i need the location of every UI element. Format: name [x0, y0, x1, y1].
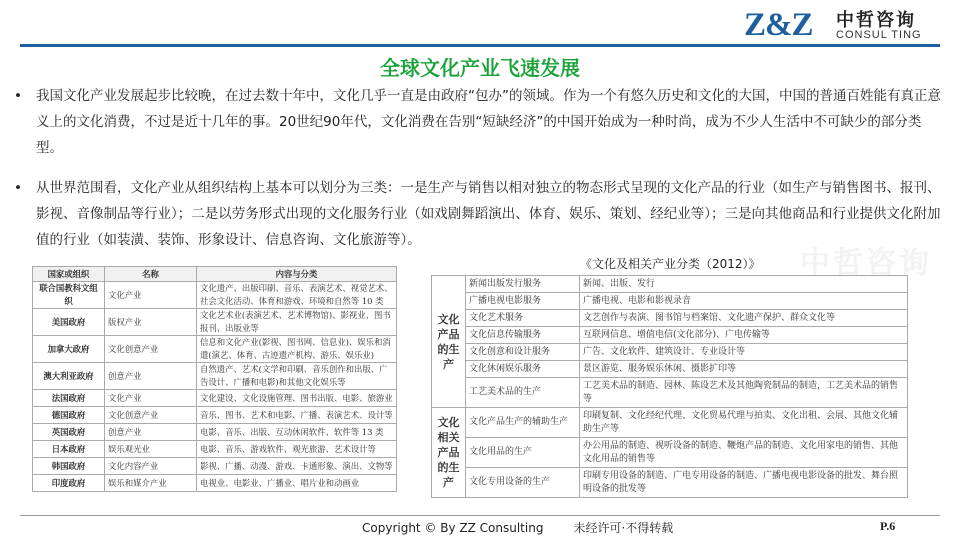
org-cell: 英国政府 [33, 424, 105, 441]
content-cell: 文化艺术业(表演艺术、艺术博物馆)、影视业、图书报刊、出版业等 [197, 309, 397, 336]
content-cell: 自然遗产、艺术(文学和印刷、音乐创作和出版、广告设计、广播和电影)和其他文化娱乐等 [197, 363, 397, 390]
logo-english-name: CONSUL TING [836, 29, 922, 41]
table-caption: 《文化及相关产业分类（2012）》 [580, 257, 761, 271]
page-number: P.6 [880, 519, 896, 533]
table-row [33, 424, 397, 441]
name-cell: 工艺美术品的生产 [466, 378, 580, 408]
header-divider [20, 44, 940, 47]
name-cell: 娱乐观光业 [105, 441, 197, 458]
table-row [432, 293, 908, 310]
name-cell: 创意产业 [105, 424, 197, 441]
name-cell: 文化创意产业 [105, 407, 197, 424]
slide-title: 全球文化产业飞速发展 [380, 56, 580, 80]
org-cell: 法国政府 [33, 390, 105, 407]
content-cell: 电影、音乐、出版、互动休闲软件、软件等 13 类 [197, 424, 397, 441]
name-cell: 文化专用设备的生产 [466, 468, 580, 498]
table-row [33, 475, 397, 492]
table-row [432, 361, 908, 378]
org-cell: 德国政府 [33, 407, 105, 424]
name-cell: 文化产业 [105, 390, 197, 407]
content-cell: 文艺创作与表演、图书馆与档案馆、文化遗产保护、群众文化等 [580, 310, 908, 327]
table-row [432, 468, 908, 498]
bullet-text: 从世界范围看，文化产业从组织结构上基本可以划分为三类：一是生产与销售以相对独立的物态形式呈现的文化产品的行业（如生产与销售图书、报刊、影视、音像制品等行业）；二是以劳务形式出现的文化服务行业（如戏剧舞蹈演出、体育、娱乐、策划、经纪业等）；三是向其他商品和行业提供文化附加值的行业（如装潢、装饰、形象设计、信息咨询、文化旅游等）。 [36, 180, 941, 248]
bullet-dot: • [14, 180, 22, 196]
table-row [432, 408, 908, 438]
name-cell: 广播电视电影服务 [466, 293, 580, 310]
name-cell: 文化产业 [105, 282, 197, 309]
watermark: 中哲咨询 [800, 246, 932, 281]
table-row [33, 336, 397, 363]
table-row [33, 441, 397, 458]
content-cell: 电影、音乐、游戏软件、观光旅游、艺术设计等 [197, 441, 397, 458]
table-row [432, 378, 908, 408]
org-cell: 日本政府 [33, 441, 105, 458]
logo-mark [744, 6, 813, 44]
org-cell: 印度政府 [33, 475, 105, 492]
content-cell: 电视业、电影业、广播业、唱片业和动画业 [197, 475, 397, 492]
country-classification-table [32, 266, 397, 492]
name-cell: 文化休闲娱乐服务 [466, 361, 580, 378]
bullet-dot: • [14, 88, 22, 104]
name-cell: 文化产品生产的辅助生产 [466, 408, 580, 438]
name-cell: 娱乐和媒介产业 [105, 475, 197, 492]
table-row [33, 390, 397, 407]
org-cell: 加拿大政府 [33, 336, 105, 363]
org-cell: 澳大利亚政府 [33, 363, 105, 390]
column-header: 名称 [105, 267, 197, 282]
table-row [432, 310, 908, 327]
copyright-text: Copyright © By ZZ Consulting [362, 521, 544, 535]
content-cell: 广播电视、电影和影视录音 [580, 293, 908, 310]
table-row [33, 309, 397, 336]
name-cell: 文化创意产业 [105, 336, 197, 363]
column-header: 国家或组织 [33, 267, 105, 282]
culture-industry-classification-table [431, 275, 908, 498]
content-cell: 办公用品的制造、视听设备的制造、鞭炮产品的制造、文化用家电的销售、其他文化用品的销售等 [580, 438, 908, 468]
content-cell: 文化遗产、出版印刷、音乐、表演艺术、视觉艺术、社会文化活动、体育和游戏、环境和自然等 10 类 [197, 282, 397, 309]
org-cell: 美国政府 [33, 309, 105, 336]
category-cell: 文化产品的生产 [432, 276, 466, 408]
name-cell: 创意产业 [105, 363, 197, 390]
table-row [432, 344, 908, 361]
footer-divider [20, 515, 940, 516]
name-cell: 文化艺术服务 [466, 310, 580, 327]
name-cell: 新闻出版发行服务 [466, 276, 580, 293]
reprint-notice: 未经许可·不得转载 [573, 521, 674, 535]
table-row [432, 327, 908, 344]
category-cell: 文化相关产品的生产 [432, 408, 466, 498]
name-cell: 版权产业 [105, 309, 197, 336]
content-cell: 工艺美术品的制造、园林、陈设艺术及其他陶瓷制品的制造，工艺美术品的销售等 [580, 378, 908, 408]
content-cell: 音乐、图书、艺术和电影、广播、表演艺术、设计等 [197, 407, 397, 424]
logo-mark-text: Z&Z [744, 7, 813, 43]
bullet-text: 我国文化产业发展起步比较晚，在过去数十年中，文化几乎一直是由政府“包办”的领域。作为一个有悠久历史和文化的大国，中国的普通百姓能有真正意义上的文化消费，不过是近十几年的事。20世纪90年代，文化消费在告别“短缺经济”的中国开始成为一种时尚，成为不少人生活中不可缺少的部分类型。 [36, 88, 941, 156]
bullet-1 [14, 83, 944, 165]
content-cell: 印刷复制、文化经纪代理、文化贸易代理与拍卖、文化出租、会展、其他文化辅助生产等 [580, 408, 908, 438]
name-cell: 文化内容产业 [105, 458, 197, 475]
content-cell: 信息和文化产业(影视、图书网、信息业)、娱乐和消遣(演艺、体育、古迹遗产机构、游乐、娱乐业) [197, 336, 397, 363]
table-row [432, 276, 908, 293]
name-cell: 文化信息传输服务 [466, 327, 580, 344]
table-row [33, 282, 397, 309]
content-cell: 广告、文化软件、建筑设计、专业设计等 [580, 344, 908, 361]
table-row [432, 438, 908, 468]
org-cell: 联合国教科文组织 [33, 282, 105, 309]
content-cell: 景区游览、服务娱乐休闲、摄影扩印等 [580, 361, 908, 378]
name-cell: 文化用品的生产 [466, 438, 580, 468]
column-header: 内容与分类 [197, 267, 397, 282]
logo-chinese-name: 中哲咨询 [836, 10, 916, 31]
table-row [33, 407, 397, 424]
footer [362, 519, 673, 536]
name-cell: 文化创意和设计服务 [466, 344, 580, 361]
content-cell: 文化建设、文化设施管理、图书出版、电影、旅游业 [197, 390, 397, 407]
content-cell: 互联网信息、增值电信(文化部分)、广电传输等 [580, 327, 908, 344]
content-cell: 影视、广播、动漫、游戏、卡通形象、演出、文物等 [197, 458, 397, 475]
company-logo [744, 6, 950, 44]
content-cell: 新闻、出版、发行 [580, 276, 908, 293]
table-row [33, 458, 397, 475]
content-cell: 印刷专用设备的制造、广电专用设备的制造、广播电视电影设备的批发、舞台照明设备的批发等 [580, 468, 908, 498]
table-row [33, 363, 397, 390]
org-cell: 韩国政府 [33, 458, 105, 475]
table-header-row [33, 267, 397, 282]
